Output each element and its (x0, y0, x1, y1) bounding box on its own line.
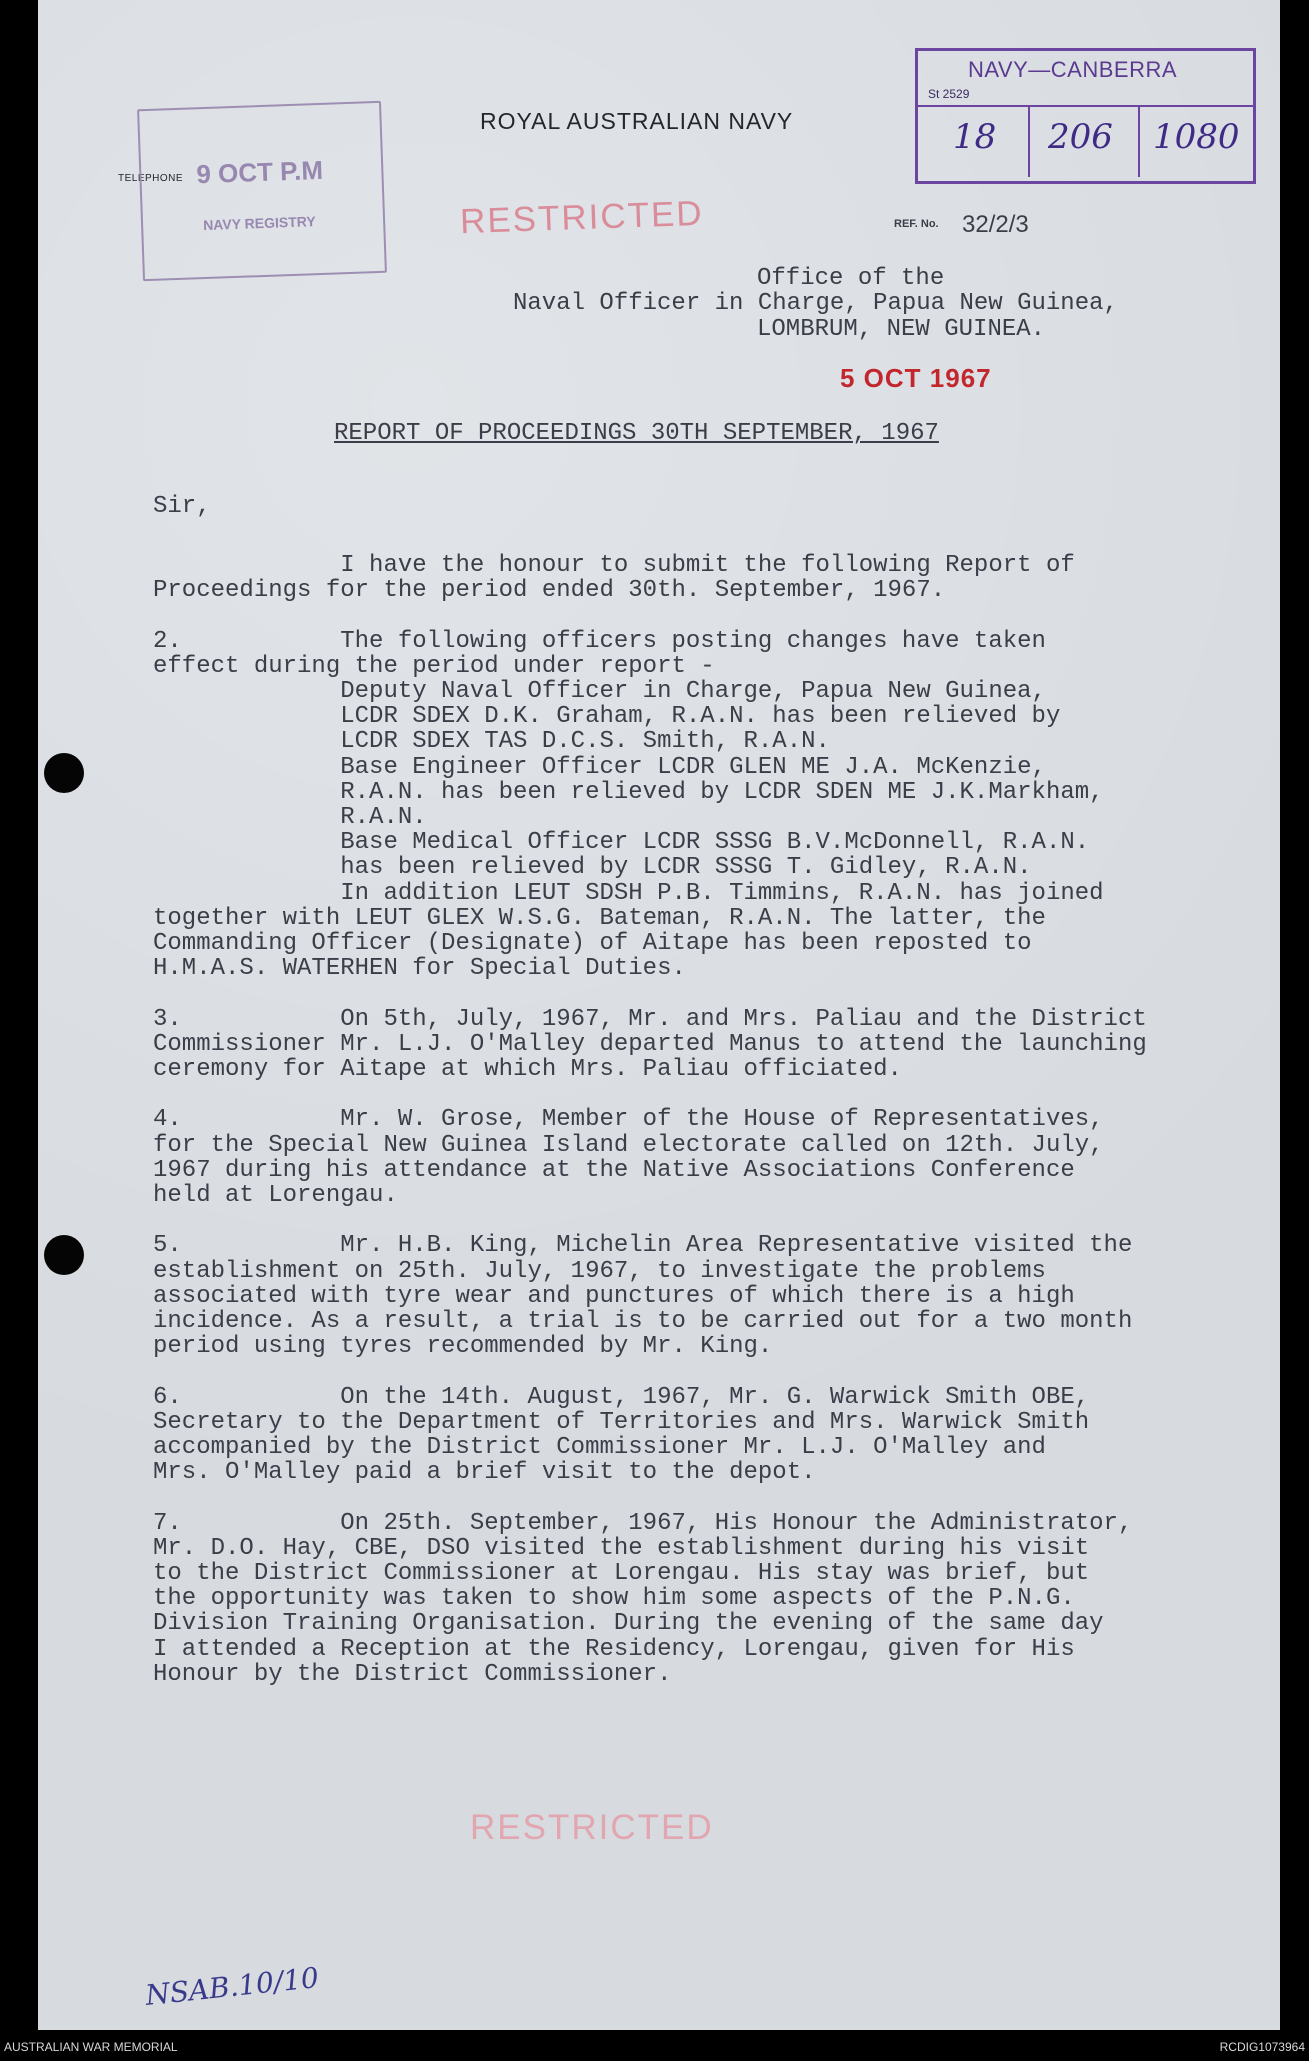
body-line: LCDR SDEX D.K. Graham, R.A.N. has been relieved by (153, 703, 1061, 730)
restricted-stamp-top: RESTRICTED (459, 193, 705, 242)
body-line: I have the honour to submit the following Report of (153, 552, 1075, 579)
address-line: Naval Officer in Charge, Papua New Guinea, (513, 290, 1118, 317)
body-line: to the District Commissioner at Lorengau. His stay was brief, but (153, 1560, 1090, 1587)
body-line: 1967 during his attendance at the Native Associations Conference (153, 1157, 1075, 1184)
report-title: REPORT OF PROCEEDINGS 30TH SEPTEMBER, 1967 (334, 420, 939, 447)
restricted-stamp-bottom: RESTRICTED (470, 1808, 714, 1847)
body-line: LCDR SDEX TAS D.C.S. Smith, R.A.N. (153, 728, 830, 755)
body-line: Secretary to the Department of Territories and Mrs. Warwick Smith (153, 1409, 1090, 1436)
body-line: 4. Mr. W. Grose, Member of the House of Representatives, (153, 1106, 1104, 1133)
salutation: Sir, (153, 493, 211, 520)
letterhead: ROYAL AUSTRALIAN NAVY (480, 108, 794, 134)
address-line: Office of the (757, 265, 945, 292)
body-line: establishment on 25th. July, 1967, to investigate the problems (153, 1258, 1046, 1285)
body-line: Mrs. O'Malley paid a brief visit to the depot. (153, 1459, 816, 1486)
telephone-label: TELEPHONE (118, 173, 184, 184)
body-line: Commissioner Mr. L.J. O'Malley departed Manus to attend the launching (153, 1031, 1147, 1058)
body-line: 3. On 5th, July, 1967, Mr. and Mrs. Paliau and the District (153, 1006, 1147, 1033)
footer-source: AUSTRALIAN WAR MEMORIAL (4, 2040, 178, 2054)
navy-stamp-divider (1138, 107, 1140, 177)
body-line: Base Engineer Officer LCDR GLEN ME J.A. McKenzie, (153, 754, 1046, 781)
body-line: 2. The following officers posting changes have taken (153, 628, 1046, 655)
body-line: effect during the period under report - (153, 653, 715, 680)
body-line: has been relieved by LCDR SSSG T. Gidley, R.A.N. (153, 854, 1032, 881)
body-line: ceremony for Aitape at which Mrs. Paliau officiated. (153, 1056, 902, 1083)
body-line: R.A.N. (153, 804, 427, 831)
body-line: period using tyres recommended by Mr. King. (153, 1333, 773, 1360)
navy-stamp-divider (1028, 107, 1030, 177)
body-line: Deputy Naval Officer in Charge, Papua New Guinea, (153, 678, 1046, 705)
body-line: In addition LEUT SDSH P.B. Timmins, R.A.N. has joined (153, 880, 1104, 907)
ref-number: 32/2/3 (962, 211, 1029, 238)
body-line: accompanied by the District Commissioner Mr. L.J. O'Malley and (153, 1434, 1046, 1461)
ref-label: REF. No. (894, 218, 939, 230)
body-line: Commanding Officer (Designate) of Aitape has been reposted to (153, 930, 1032, 957)
punch-hole (44, 753, 84, 793)
body-line: Base Medical Officer LCDR SSSG B.V.McDonnell, R.A.N. (153, 829, 1090, 856)
registry-stamp-date: 9 OCT P.M (195, 154, 324, 190)
body-line: together with LEUT GLEX W.S.G. Bateman, R.A.N. The latter, the (153, 905, 1046, 932)
navy-stamp-code: St 2529 (928, 87, 970, 101)
punch-hole (44, 1235, 84, 1275)
navy-stamp-header: NAVY—CANBERRA (968, 57, 1178, 82)
navy-stamp-cell: 1080 (1153, 117, 1240, 157)
navy-canberra-stamp (915, 48, 1256, 184)
registry-stamp (137, 101, 387, 281)
body-line: 5. Mr. H.B. King, Michelin Area Representative visited the (153, 1232, 1133, 1259)
navy-stamp-cell: 206 (1048, 117, 1113, 157)
registry-stamp-label: NAVY REGISTRY (202, 213, 316, 234)
body-line: incidence. As a result, a trial is to be carried out for a two month (153, 1308, 1133, 1335)
received-date-stamp: 5 OCT 1967 (840, 363, 992, 393)
body-line: Proceedings for the period ended 30th. September, 1967. (153, 577, 946, 604)
body-line: for the Special New Guinea Island electorate called on 12th. July, (153, 1132, 1104, 1159)
body-line: held at Lorengau. (153, 1182, 398, 1209)
body-line: I attended a Reception at the Residency, Lorengau, given for His (153, 1636, 1075, 1663)
footer-id: RCDIG1073964 (1219, 2040, 1305, 2054)
body-line: 6. On the 14th. August, 1967, Mr. G. Warwick Smith OBE, (153, 1384, 1090, 1411)
body-line: Honour by the District Commissioner. (153, 1661, 672, 1688)
body-line: R.A.N. has been relieved by LCDR SDEN ME J.K.Markham, (153, 779, 1104, 806)
body-line: associated with tyre wear and punctures of which there is a high (153, 1283, 1075, 1310)
body-line: the opportunity was taken to show him some aspects of the P.N.G. (153, 1585, 1075, 1612)
navy-stamp-cell: 18 (953, 117, 997, 157)
body-line: 7. On 25th. September, 1967, His Honour the Administrator, (153, 1510, 1133, 1537)
address-line: LOMBRUM, NEW GUINEA. (757, 316, 1046, 343)
body-line: Mr. D.O. Hay, CBE, DSO visited the establishment during his visit (153, 1535, 1090, 1562)
signature-initials: NSAB.10/10 (143, 1960, 321, 2013)
body-line: H.M.A.S. WATERHEN for Special Duties. (153, 955, 686, 982)
body-line: Division Training Organisation. During the evening of the same day (153, 1610, 1104, 1637)
